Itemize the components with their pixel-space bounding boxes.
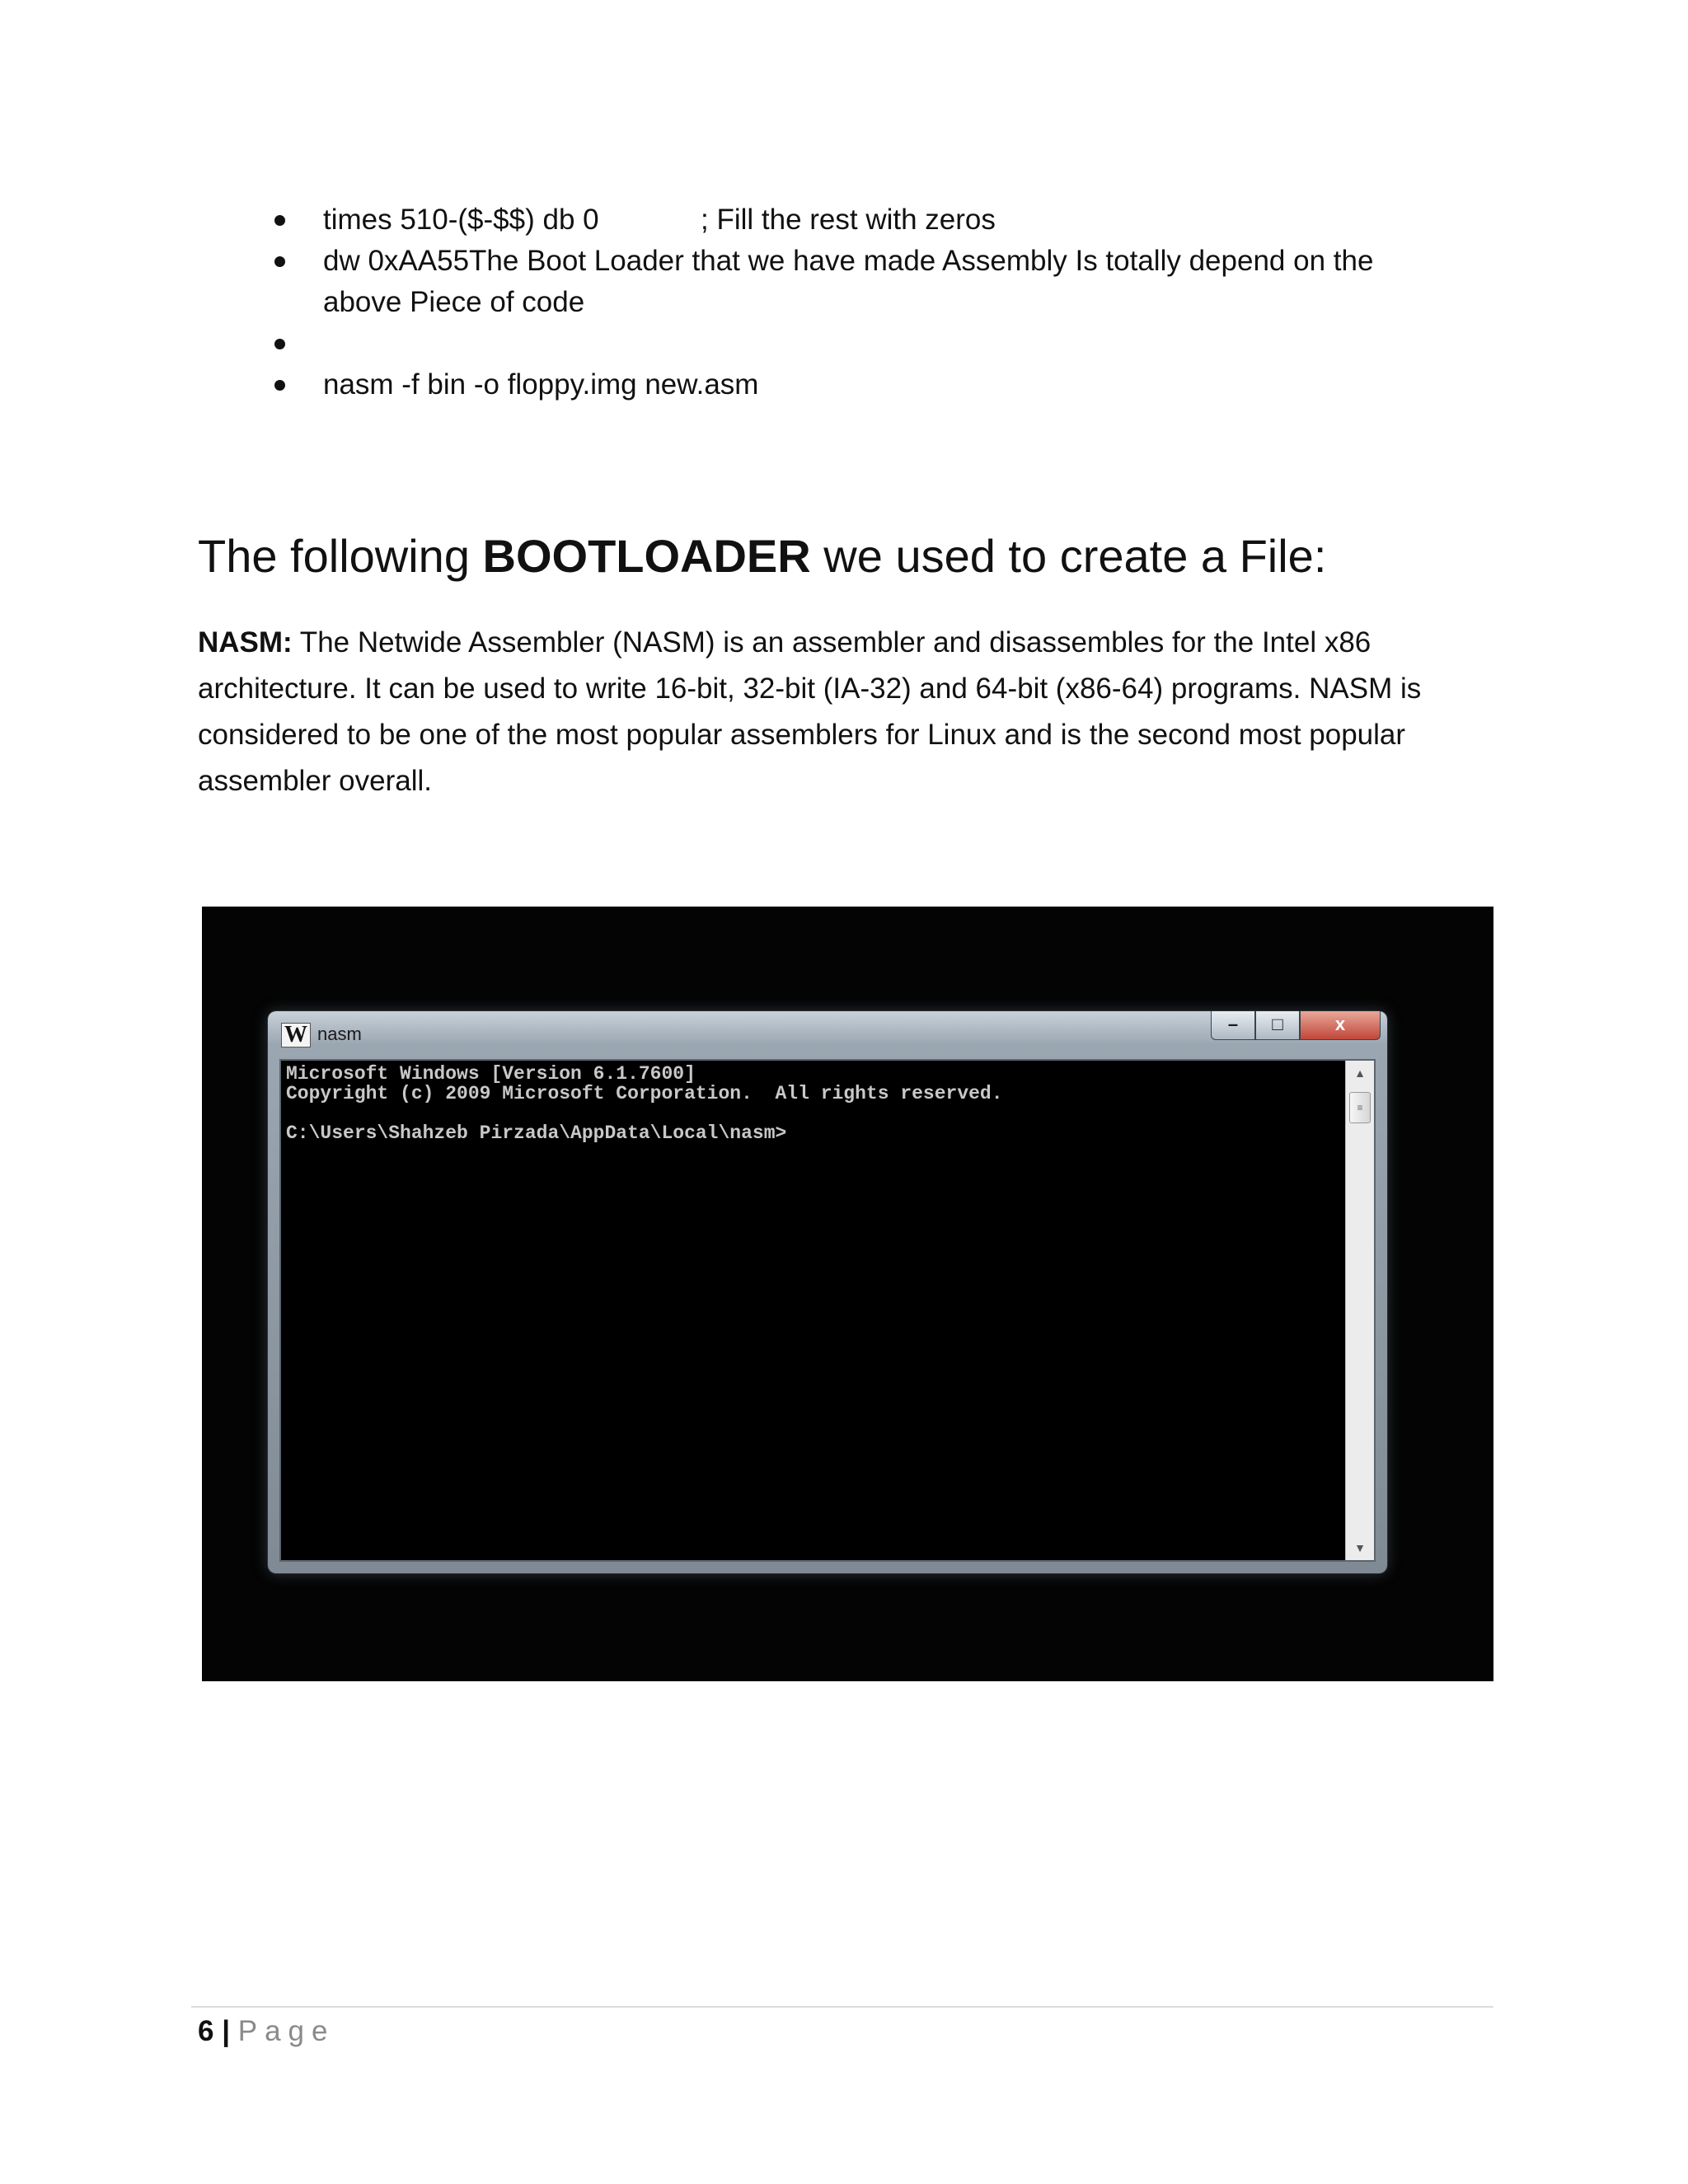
list-item: nasm -f bin -o floppy.img new.asm <box>272 364 1451 405</box>
page-label: Page <box>237 2015 335 2047</box>
close-button[interactable]: x <box>1300 1011 1381 1040</box>
scroll-up-icon[interactable]: ▲ <box>1354 1066 1366 1080</box>
app-icon: W <box>281 1023 311 1047</box>
console-prompt: C:\Users\Shahzeb Pirzada\AppData\Local\nasm> <box>286 1122 787 1144</box>
section-heading <box>198 527 1326 585</box>
window-title: nasm <box>317 1024 362 1044</box>
console-area[interactable] <box>279 1059 1376 1562</box>
page-footer <box>198 2011 335 2052</box>
list-item <box>272 323 1451 364</box>
vertical-scrollbar[interactable] <box>1345 1061 1374 1560</box>
code-comment: ; Fill the rest with zeros <box>701 204 996 236</box>
paragraph-lead: NASM: <box>198 626 293 658</box>
console-output <box>286 1064 1003 1143</box>
list-item <box>272 199 1451 241</box>
footer-separator: | <box>222 2015 230 2047</box>
console-line: Microsoft Windows [Version 6.1.7600] <box>286 1063 696 1085</box>
scroll-thumb[interactable]: ≡ <box>1349 1092 1371 1123</box>
heading-suffix: we used to create a File: <box>810 530 1327 582</box>
window-titlebar[interactable] <box>268 1011 1387 1059</box>
code-text: times 510-($-$$) db 0 <box>323 204 599 236</box>
heading-strong: BOOTLOADER <box>482 530 811 582</box>
page-number: 6 <box>198 2015 214 2047</box>
maximize-button[interactable]: □ <box>1255 1011 1300 1040</box>
window-controls <box>1211 1011 1381 1041</box>
bullet-list <box>272 199 1451 405</box>
console-screenshot <box>202 907 1493 1681</box>
footer-divider <box>191 2006 1493 2008</box>
heading-prefix: The following <box>198 530 483 582</box>
paragraph-body: The Netwide Assembler (NASM) is an assembler and disassembles for the Intel x86 architecture. It can be used to write 16-bit, 32-bit (IA-32) and 64-bit (x86-64) programs. NASM is considered to be one of the most popular assemblers for Linux and is the second most popular assembler overall. <box>198 626 1422 797</box>
list-item: dw 0xAA55The Boot Loader that we have made Assembly Is totally depend on the above Piece of code <box>272 241 1451 323</box>
console-line: Copyright (c) 2009 Microsoft Corporation. All rights reserved. <box>286 1083 1003 1104</box>
scroll-down-icon[interactable]: ▼ <box>1354 1541 1366 1554</box>
minimize-button[interactable]: – <box>1211 1011 1255 1040</box>
nasm-paragraph <box>198 620 1484 804</box>
console-window <box>268 1011 1387 1573</box>
